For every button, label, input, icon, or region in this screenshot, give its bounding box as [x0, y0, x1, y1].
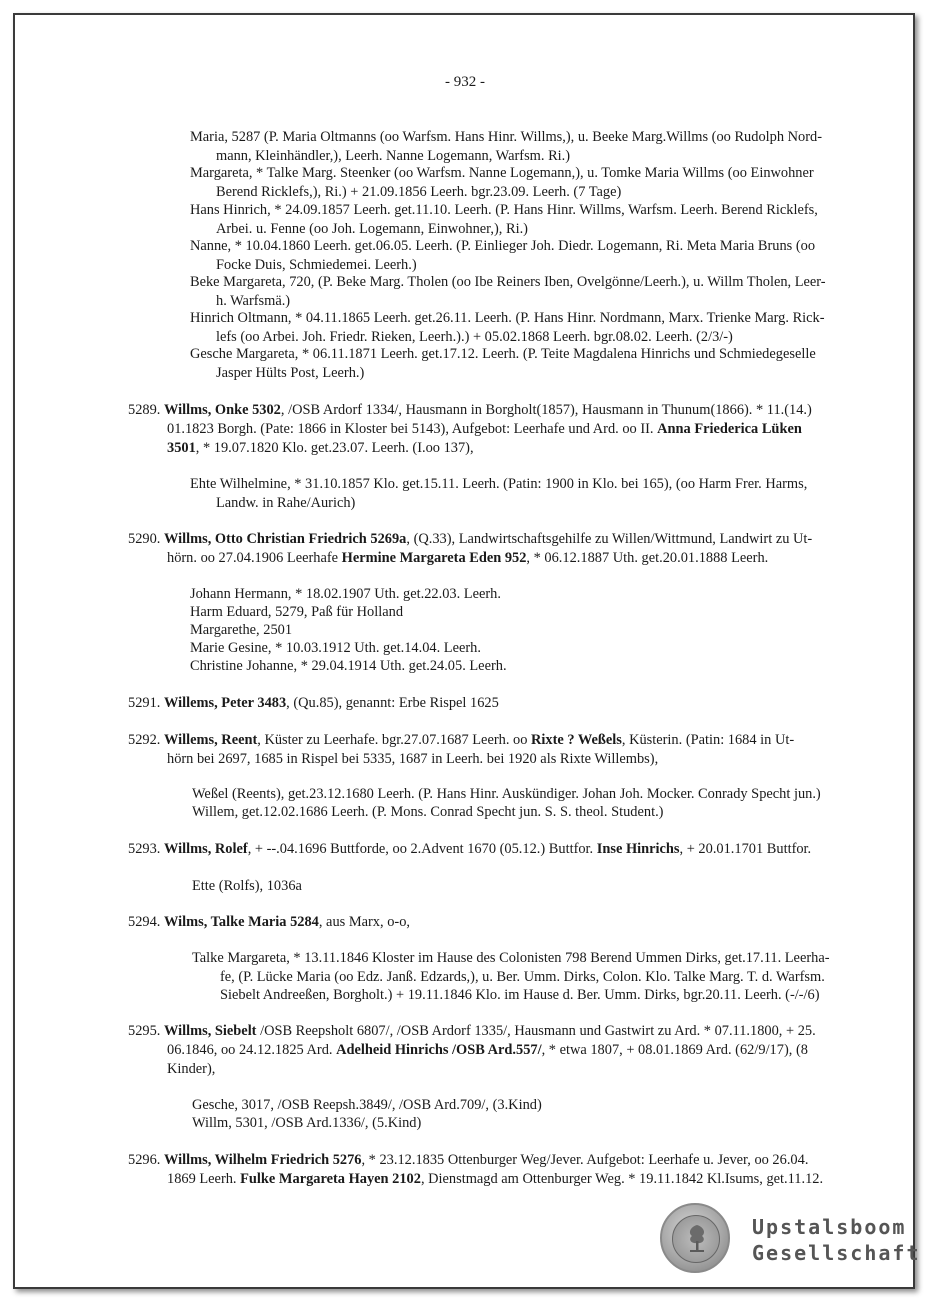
entry-number: 5292.	[128, 732, 161, 748]
entry-text: , * 19.07.1820 Klo. get.23.07. Leerh. (I.oo 137),	[195, 440, 474, 456]
child-line: Berend Ricklefs,), Ri.) + 21.09.1856 Leerh. bgr.23.09. Leerh. (7 Tage)	[216, 184, 622, 200]
child-line: Hans Hinrich, * 24.09.1857 Leerh. get.11.10. Leerh. (P. Hans Hinr. Willms, Warfsm. Leerh. Berend Ricklefs,	[190, 202, 818, 218]
entry-text: , (Qu.85), genannt: Erbe Rispel 1625	[286, 695, 499, 711]
entry-5292-line1	[128, 731, 794, 750]
entry-text: 06.1846, oo 24.12.1825 Ard.	[167, 1042, 337, 1058]
entry-5294-line1	[128, 913, 410, 932]
child-line: Harm Eduard, 5279, Paß für Holland	[190, 604, 404, 620]
society-logo	[660, 1203, 921, 1273]
entry-name: Willems, Peter 3483	[164, 695, 287, 711]
entry-5290-line1	[128, 530, 812, 549]
child-line: Maria, 5287 (P. Maria Oltmanns (oo Warfsm. Hans Hinr. Willms,), u. Beeke Marg.Willms (oo Rudolph Nord-	[190, 129, 822, 145]
entry-5290-line2	[167, 549, 768, 568]
child-line: fe, (P. Lücke Maria (oo Edz. Janß. Edzards,), u. Ber. Umm. Dirks, Colon. Klo. Talke Marg. T. d. Warfsm.	[220, 969, 825, 985]
entry-5295-line2	[167, 1041, 808, 1060]
entry-text: , aus Marx, o-o,	[318, 914, 410, 930]
entry-name: Willms, Onke 5302	[164, 402, 281, 418]
child-line: Nanne, * 10.04.1860 Leerh. get.06.05. Leerh. (P. Einlieger Joh. Diedr. Logemann, Ri. Meta Maria Bruns (oo	[190, 238, 816, 254]
spouse-id: 3501	[167, 440, 196, 456]
spouse-name: Fulke Margareta Hayen 2102	[240, 1171, 421, 1187]
child-line: Marie Gesine, * 10.03.1912 Uth. get.14.04. Leerh.	[190, 640, 481, 656]
page-number: - 932 -	[445, 74, 485, 90]
entry-number: 5296.	[128, 1152, 161, 1168]
child-line: Focke Duis, Schmiedemei. Leerh.)	[216, 257, 417, 273]
entry-text: , * 06.12.1887 Uth. get.20.01.1888 Leerh.	[526, 550, 769, 566]
child-line: lefs (oo Arbei. Joh. Friedr. Rieken, Leerh.).) + 05.02.1868 Leerh. bgr.08.02. Leerh. (2/3/-)	[216, 329, 733, 345]
child-line: Siebelt Andreeßen, Borgholt.) + 19.11.1846 Klo. im Hause d. Ber. Umm. Dirks, bgr.20.11. Leerh. (-/-/6)	[220, 987, 820, 1003]
entry-text: /OSB Reepsholt 6807/, /OSB Ardorf 1335/, Hausmann und Gastwirt zu Ard. * 07.11.1800, + 25.	[256, 1023, 816, 1039]
child-line: Willem, get.12.02.1686 Leerh. (P. Mons. Conrad Specht jun. S. S. theol. Student.)	[192, 804, 664, 820]
child-line: Gesche Margareta, * 06.11.1871 Leerh. get.17.12. Leerh. (P. Teite Magdalena Hinrichs und Schmiedegeselle	[190, 346, 816, 362]
entry-5296-line1	[128, 1151, 808, 1170]
entry-5292-line2: hörn bei 2697, 1685 in Rispel bei 5335, 1687 in Leerh. bei 1920 als Rixte Willembs),	[167, 751, 659, 767]
entry-name: Willms, Otto Christian Friedrich 5269a	[164, 531, 407, 547]
child-line: Ehte Wilhelmine, * 31.10.1857 Klo. get.15.11. Leerh. (Patin: 1900 in Klo. bei 165), (oo Harm Frer. Harms,	[190, 476, 808, 492]
entry-5295-line1	[128, 1022, 816, 1041]
logo-text-line1: Upstalsboom	[752, 1215, 907, 1239]
spouse-name: Hermine Margareta Eden 952	[341, 550, 527, 566]
child-line: Arbei. u. Fenne (oo Joh. Logemann, Einwohner,), Ri.)	[216, 221, 528, 237]
entry-text: , Küster zu Leerhafe. bgr.27.07.1687 Leerh. oo	[257, 732, 531, 748]
tree-icon	[686, 1223, 708, 1253]
child-line: Christine Johanne, * 29.04.1914 Uth. get.24.05. Leerh.	[190, 658, 507, 674]
entry-number: 5295.	[128, 1023, 161, 1039]
child-line: Margareta, * Talke Marg. Steenker (oo Warfsm. Nanne Logemann,), u. Tomke Maria Willms (oo Einwohner	[190, 165, 814, 181]
entry-name: Willems, Reent	[164, 732, 258, 748]
entry-5295-line3: Kinder),	[167, 1061, 216, 1077]
entry-5296-line2	[167, 1170, 823, 1189]
entry-5293-line1	[128, 840, 811, 859]
entry-text: , (Q.33), Landwirtschaftsgehilfe zu Willen/Wittmund, Landwirt zu Ut-	[406, 531, 813, 547]
spouse-name: Anna Friederica Lüken	[657, 421, 802, 437]
entry-text: 1869 Leerh.	[167, 1171, 241, 1187]
entry-text: , * etwa 1807, + 08.01.1869 Ard. (62/9/17), (8	[541, 1042, 808, 1058]
spouse-name: Rixte ? Weßels	[531, 732, 622, 748]
entry-text: , * 23.12.1835 Ottenburger Weg/Jever. Aufgebot: Leerhafe u. Jever, oo 26.04.	[361, 1152, 809, 1168]
entry-5289-line3	[167, 439, 474, 458]
logo-text-line2: Gesellschaft	[752, 1241, 921, 1265]
child-line: Willm, 5301, /OSB Ard.1336/, (5.Kind)	[192, 1115, 422, 1131]
child-line: Beke Margareta, 720, (P. Beke Marg. Tholen (oo Ibe Reiners Iben, Ovelgönne/Leerh.), u. Willm Tholen, Leer-	[190, 274, 826, 290]
entry-number: 5293.	[128, 841, 161, 857]
entry-5291-line1	[128, 694, 499, 713]
child-line: Landw. in Rahe/Aurich)	[216, 495, 356, 511]
entry-number: 5289.	[128, 402, 161, 418]
child-line: Jasper Hülts Post, Leerh.)	[216, 365, 365, 381]
child-line: Johann Hermann, * 18.02.1907 Uth. get.22.03. Leerh.	[190, 586, 501, 602]
child-line: Talke Margareta, * 13.11.1846 Kloster im Hause des Colonisten 798 Berend Ummen Dirks, get.17.11. Leerha-	[192, 950, 830, 966]
entry-name: Willms, Siebelt	[164, 1023, 257, 1039]
child-line: h. Warfsmä.)	[216, 293, 291, 309]
entry-text: , Dienstmagd am Ottenburger Weg. * 19.11.1842 Kl.Isums, get.11.12.	[420, 1171, 824, 1187]
spouse-name: Adelheid Hinrichs /OSB Ard.557/	[336, 1042, 542, 1058]
child-line: Margarethe, 2501	[190, 622, 293, 638]
entry-text: hörn. oo 27.04.1906 Leerhafe	[167, 550, 342, 566]
spouse-name: Inse Hinrichs	[596, 841, 680, 857]
entry-5289-line2	[167, 420, 802, 439]
seal-icon	[660, 1203, 730, 1273]
child-line: Weßel (Reents), get.23.12.1680 Leerh. (P. Hans Hinr. Auskündiger. Johan Joh. Mocker. Conrady Specht jun.)	[192, 786, 821, 802]
entry-text: , /OSB Ardorf 1334/, Hausmann in Borgholt(1857), Hausmann in Thunum(1866). * 11.(14.)	[280, 402, 812, 418]
entry-number: 5291.	[128, 695, 161, 711]
entry-number: 5290.	[128, 531, 161, 547]
child-line: Hinrich Oltmann, * 04.11.1865 Leerh. get.26.11. Leerh. (P. Hans Hinr. Nordmann, Marx. Trienke Marg. Rick-	[190, 310, 825, 326]
child-line: Ette (Rolfs), 1036a	[192, 878, 302, 894]
child-line: Gesche, 3017, /OSB Reepsh.3849/, /OSB Ard.709/, (3.Kind)	[192, 1097, 542, 1113]
entry-text: , + 20.01.1701 Buttfor.	[679, 841, 812, 857]
entry-text: , + --.04.1696 Buttforde, oo 2.Advent 1670 (05.12.) Buttfor.	[247, 841, 597, 857]
entry-5289-line1	[128, 401, 812, 420]
entry-number: 5294.	[128, 914, 161, 930]
entry-name: Wilms, Talke Maria 5284	[164, 914, 319, 930]
child-line: mann, Kleinhändler,), Leerh. Nanne Logemann, Warfsm. Ri.)	[216, 148, 571, 164]
entry-text: 01.1823 Borgh. (Pate: 1866 in Kloster bei 5143), Aufgebot: Leerhafe und Ard. oo II.	[167, 421, 658, 437]
entry-name: Willms, Wilhelm Friedrich 5276	[164, 1152, 362, 1168]
entry-text: , Küsterin. (Patin: 1684 in Ut-	[621, 732, 795, 748]
entry-name: Willms, Rolef	[164, 841, 248, 857]
